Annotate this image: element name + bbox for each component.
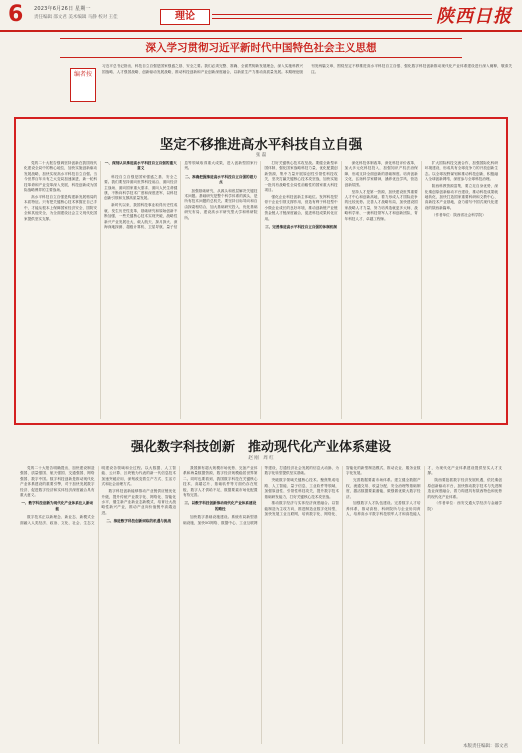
paragraph: 强化企业科技创新主体地位。发挥科技型骨干企业引领支撑作用，营造有利于科技型中小微企业成长的良好环境，推动创新链产业链资金链人才链深度融合，促进科技成果转化应用。 xyxy=(264,194,338,221)
paragraph: 扩大国际科技交流合作，加强国际化科研环境建设，形成具有全球竞争力的开放创新生态。以全球视野谋划和推动科技创新，积极融入全球创新网络，深度参与全球科技治理。 xyxy=(424,161,498,182)
paragraph: 数字技术正以新理念、新业态、新模式全面融入人类经济、政治、文化、社会、生态文明建设各领域和全过程。以大数据、人工智能、云计算、区块链为代表的新一代信息技术加速突破应用，深刻改变着生产方式、生活方式和社会治理方式。 xyxy=(20,466,176,525)
paragraph: 加强基础研究，从源头和底层解决关键技术问题。基础研究是整个科学体系的源头，是所有技术问题的总机关。要坚持目标导向和自由探索相结合，加大基础研究投入，优化基础研究布局，建设高水平研究型大学和科研院所。 xyxy=(184,188,258,220)
header-rule xyxy=(212,14,432,19)
paragraph: 突破数字领域关键核心技术。聚焦集成电路、人工智能、量子信息、工业软件等领域，加强原创性、引领性科技攻关，提升数字技术基础研发能力，打好关键核心技术攻坚战。 xyxy=(264,478,339,499)
article-1-body xyxy=(24,161,498,419)
page-footer: 本版责任编辑：邵文君 xyxy=(463,744,508,749)
paragraph: 新时代以来，我国科技事业取得历史性成就、发生历史性变革，基础研究和原始创新不断加强，一些关键核心技术实现突破，战略性新兴产业发展壮大，载人航天、探月探火、深海深地探测、超级计算机、卫星导航、量子信息等领域取得重大成果，进入创新型国家行列。 xyxy=(104,161,258,229)
paragraph: 坚持人才是第一资源，加快建设世界重要人才中心和创新高地，着力形成人才国际竞争的比较优势。完善人才战略布局，加快建设国家战略人才力量，努力培养造就更多大师、战略科学家、一流科技领军人才和创新团队、青年科技人才、卓越工程师。 xyxy=(344,189,418,221)
column-banner: 深入学习贯彻习近平新时代中国特色社会主义思想 xyxy=(60,38,462,58)
paragraph: 陕西科教资源富集，要立足自身优势，深化秦创原创新驱动平台建设，推动科技成果就地转化，加快打造国家重要科研和文教中心、高新技术产业基地，奋力谱写中国式现代化建设的陕西新篇章。 xyxy=(424,184,498,210)
article-tech-self-reliance[interactable] xyxy=(14,117,508,425)
subheading: 二、准确把握推进高水平科技自立自强的着力点 xyxy=(184,174,257,185)
subheading: 一、数字科技创新为现代化产业体系注入新动能 xyxy=(21,501,94,511)
author-affiliation: （作者单位：陕西省社会科学院） xyxy=(431,212,486,217)
article-1-byline: 张 磊 xyxy=(255,153,267,158)
subheading: 三、以数字科技创新推动现代化产业体系建设的路径 xyxy=(184,501,257,511)
paragraph: 党的二十大报告强调坚持创新在我国现代化建设全局中的核心地位，加快实施创新驱动发展战略，加快实现高水平科技自立自强。当今世界百年未有之大变局加速演进，新一轮科技革命和产业变革深入发展，科技创新成为国际战略博弈的主要战场。 xyxy=(24,161,98,193)
paragraph: 数字科技创新能够推动产业链供应链优化升级，提升传统产业数字化、网络化、智能化水平，催生新产业新业态新模式，培育壮大战略性新兴产业，推动产业向价值链中高端迈进。 xyxy=(101,489,176,515)
article-digital-innovation[interactable] xyxy=(14,430,508,748)
paragraph: 加强数字人才队伍建设。完善数字人才培养体系，推动高校、科研院所与企业协同育人，培养高水平数字科技领军人才和高技能人才，为现代化产业体系建设提供坚实人才支撑。 xyxy=(346,466,502,517)
subheading: 二、推进数字科技创新面临的机遇与挑战 xyxy=(106,519,172,524)
issue-date: 2023年6月26日 星期一 xyxy=(34,6,91,12)
newspaper-masthead: 陕西日报 xyxy=(436,6,512,27)
paragraph: 推动数字经济与实体经济深度融合。以智能制造为主攻方向，推进制造业数字化转型，加快发展工业互联网，培育数字化、网络化、智能化的新型制造模式，推动农业、服务业数字化发展。 xyxy=(264,466,421,517)
paragraph: 打好关键核心技术攻坚战。要健全新型举国体制，强化国家战略科技力量，优化配置创新资源，集中力量开展原创性引领性科技攻关，坚决打赢关键核心技术攻坚战，加快实施一批具有战略性全局性前瞻性的国家重大科技项目。 xyxy=(264,161,338,193)
paragraph: 完善数据要素市场体系。建立健全数据产权、流通交易、收益分配、安全治理等基础制度，激活数据要素潜能，做强做优做大数字经济。 xyxy=(346,478,421,499)
editor-info: 责任编辑 邵文君 美术编辑 马静 校对 王佳 xyxy=(34,15,118,20)
article-2-headline[interactable]: 强化数字科技创新 推动现代化产业体系建设 xyxy=(130,440,391,455)
section-label: 理论 xyxy=(160,9,210,25)
article-2-body xyxy=(20,466,502,744)
article-2-byline: 赵 刚 周 红 xyxy=(248,456,274,461)
subheading: 三、完善推进高水平科技自立自强的体制机制 xyxy=(265,224,337,229)
paragraph: 陕西要抢抓数字经济发展机遇，依托秦创原创新驱动平台，加快推动数字技术与先进制造业深度融合，着力构建具有陕西特色和优势的现代化产业体系。 xyxy=(427,478,502,499)
paragraph: 高水平科技自立自强是构建新发展格局的本质特征。只有把关键核心技术掌握在自己手中，才能从根本上保障国家经济安全、国防安全和其他安全，为全面建设社会主义现代化国家提供坚实支撑。 xyxy=(24,194,98,221)
paragraph: 加快数字基础设施建设。系统布局新型基础设施，加快5G网络、数据中心、工业互联网等建设，打通经济社会发展的信息大动脉，为数字化转型提供坚实基础。 xyxy=(183,466,339,525)
page-header xyxy=(0,0,522,32)
paragraph: 深化科技体制改革，深化科技评价改革，加大多元化科技投入，加强知识产权法治保障，形成支持全面创新的基础制度。培育创新文化，弘扬科学家精神，涵养优良学风，营造创新氛围。 xyxy=(344,161,418,187)
article-1-headline[interactable]: 坚定不移推进高水平科技自立自强 xyxy=(159,137,363,153)
paragraph: 我国拥有超大规模市场优势、完备产业体系和海量数据资源，数字经济规模稳居世界第二。同时也要看到，我国数字科技在关键核心技术、高端芯片、基础软件等方面仍存在短板，数字人才供给不足，数据要素市场化配置有待完善。 xyxy=(183,466,258,498)
editor-note-stamp: 编者按 xyxy=(70,68,96,102)
subheading: 一、深刻认识推进高水平科技自立自强的重大意义 xyxy=(104,161,177,171)
editor-note xyxy=(70,64,514,108)
page-number: 6 xyxy=(8,2,24,27)
paragraph: 科技自立自强是国家强盛之基、安全之要。我们要坚持面向世界科技前沿、面向经济主战场、面向国家重大需求、面向人民生命健康，不断向科学技术广度和深度进军，以科技创新引领和支撑高质量发展。 xyxy=(104,174,178,201)
paragraph: 党的二十大报告明确提出，加快建设制造强国、质量强国、航天强国、交通强国、网络强国、数字中国。数字科技创新是推动现代化产业体系建设的重要引擎，对于加快发展数字经济、促进数字经济和实体经济深度融合具有重大意义。 xyxy=(20,466,95,498)
author-affiliation: （作者单位：西安交通大学经济与金融学院） xyxy=(427,501,502,511)
editor-note-text: 习近平总书记指出，科技自立自强是国家强盛之基、安全之要。我们必须完整、准确、全面贯彻新发展理念，深入实施科教兴国战略、人才强国战略、创新驱动发展战略，推动科技创新和产业创新深度融合，以新质生产力推动高质量发展。本期理论版刊发两篇文章，围绕坚定不移推进高水平科技自立自强、强化数字科技创新推动现代化产业体系建设进行深入阐释，敬请关注。 xyxy=(102,64,512,74)
